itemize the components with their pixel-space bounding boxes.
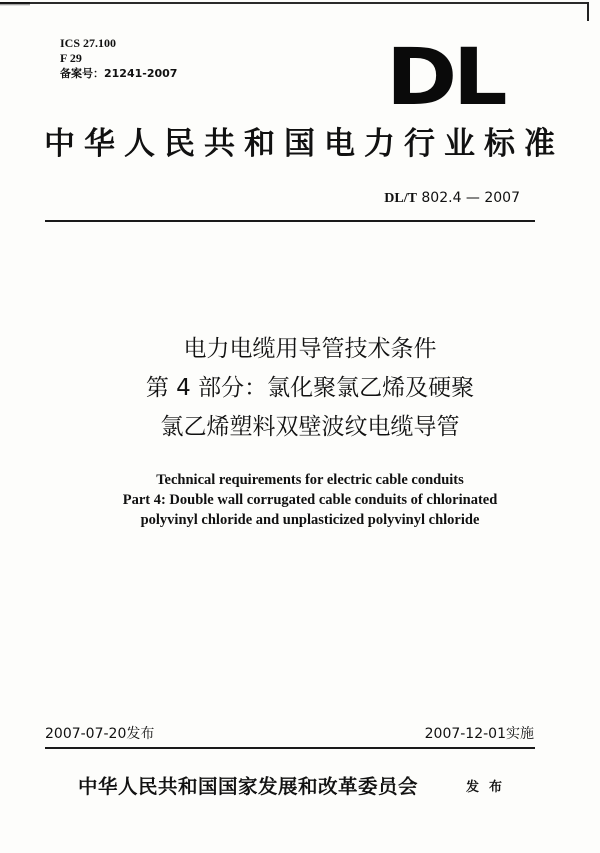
standard-code-number: 802.4 — 2007 [421,190,520,206]
header-divider [45,220,535,222]
cn-title-line-1: 电力电缆用导管技术条件 [183,336,437,362]
ics-code: ICS 27.100 [60,36,117,50]
issue-date: 2007-07-20发布 [45,726,155,742]
standard-code [384,189,520,208]
footer-divider [45,747,535,749]
en-title-line-3: polyvinyl chloride and unplasticized polyvinyl chloride [140,512,480,528]
record-number: 备案号：21241-2007 [60,67,178,80]
en-title-line-2: Part 4: Double wall corrugated cable conduits of chlorinated [122,492,498,508]
top-border-shadow [0,2,30,6]
cn-title-line-3: 氯乙烯塑料双壁波纹电缆导管 [160,414,460,440]
cn-title-line-2: 第 4 部分：氯化聚氯乙烯及硬聚 [145,375,475,401]
classification-block [60,36,177,81]
effective-date: 2007-12-01实施 [424,726,534,742]
classification-code: F 29 [60,51,82,65]
publisher-name: 中华人民共和国国家发展和改革委员会 [78,775,419,798]
en-title-line-1: Technical requirements for electric cable conduits [156,472,464,488]
dl-logo: DL [386,33,504,123]
top-border-line [0,2,589,4]
publish-label: 发布 [466,780,513,795]
right-border-edge [587,2,589,21]
standard-code-prefix: DL/T [384,191,417,206]
standard-category-title: 中华人民共和国电力行业标准 [44,126,564,162]
